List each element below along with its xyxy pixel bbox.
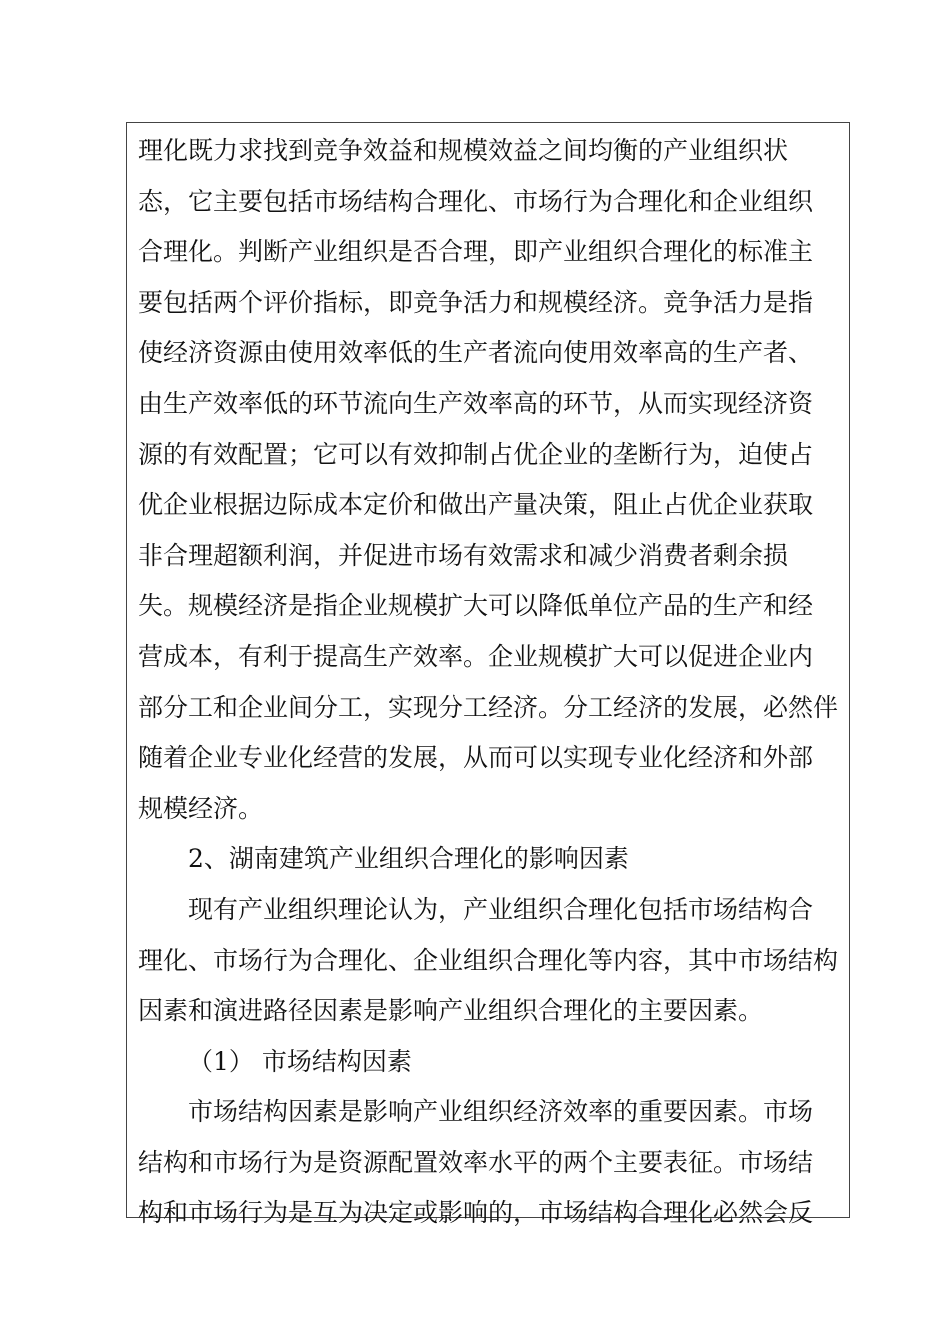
text-line: （1） 市场结构因素 [188,1046,412,1076]
text-line: 合理化。判断产业组织是否合理，即产业组织合理化的标准主 [138,237,814,267]
text-line: 结构和市场行为是资源配置效率水平的两个主要表征。市场结 [138,1147,814,1177]
text-line: 规模经济。 [138,793,264,823]
text-line: 随着企业专业化经营的发展，从而可以实现专业化经济和外部 [138,743,814,773]
text-line: 源的有效配置；它可以有效抑制占优企业的垄断行为，迫使占 [138,439,814,469]
text-line: 理化、市场行为合理化、企业组织合理化等内容，其中市场结构 [138,945,838,975]
text-line: 2、湖南建筑产业组织合理化的影响因素 [188,844,629,874]
text-line: 市场结构因素是影响产业组织经济效率的重要因素。市场 [188,1097,814,1127]
document-body [138,126,838,1239]
text-line: 失。规模经济是指企业规模扩大可以降低单位产品的生产和经 [138,591,814,621]
text-line: 优企业根据边际成本定价和做出产量决策，阻止占优企业获取 [138,490,814,520]
text-line: 由生产效率低的环节流向生产效率高的环节，从而实现经济资 [138,388,814,418]
text-line: 现有产业组织理论认为，产业组织合理化包括市场结构合 [188,894,814,924]
text-line: 要包括两个评价指标，即竞争活力和规模经济。竞争活力是指 [138,287,814,317]
text-line: 使经济资源由使用效率低的生产者流向使用效率高的生产者、 [138,338,814,368]
text-line: 因素和演进路径因素是影响产业组织合理化的主要因素。 [138,996,764,1026]
text-line: 部分工和企业间分工，实现分工经济。分工经济的发展，必然伴 [138,692,838,722]
text-line: 态，它主要包括市场结构合理化、市场行为合理化和企业组织 [138,186,814,216]
text-line: 营成本，有利于提高生产效率。企业规模扩大可以促进企业内 [138,641,814,671]
text-line: 理化既力求找到竞争效益和规模效益之间均衡的产业组织状 [138,136,789,165]
text-line: 非合理超额利润，并促进市场有效需求和减少消费者剩余损 [138,540,789,570]
text-line: 构和市场行为是互为决定或影响的，市场结构合理化必然会反 [138,1198,814,1228]
